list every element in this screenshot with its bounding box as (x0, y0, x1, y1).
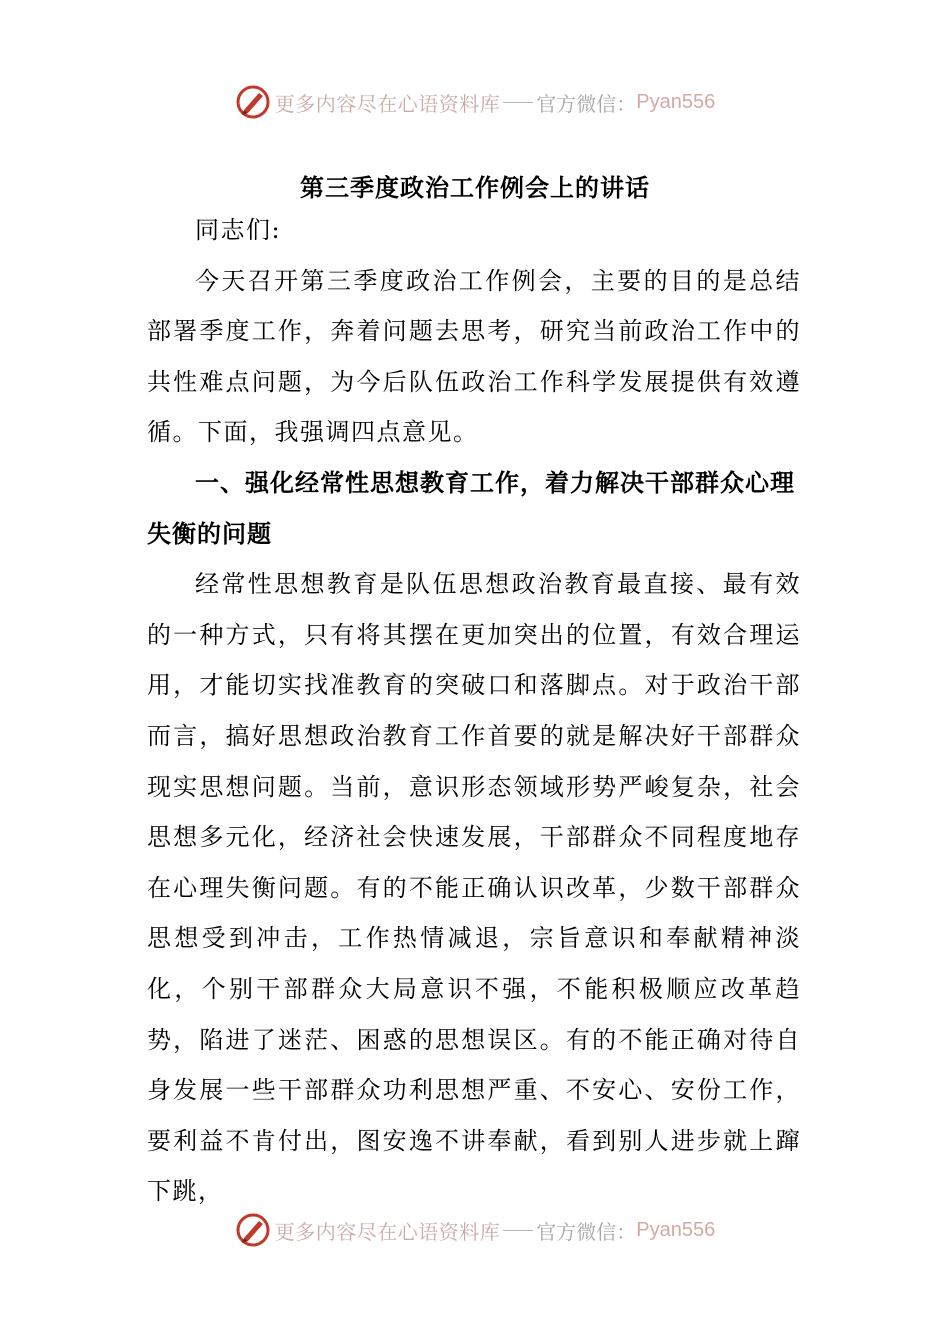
wechat-label: 官方微信： (536, 91, 637, 116)
pen-circle-logo-icon (235, 84, 271, 120)
section-1-paragraph: 经常性思想教育是队伍思想政治教育最直接、最有效的一种方式，只有将其摆在更加突出的位置，有效合理运用，才能切实找准教育的突破口和落脚点。对于政治干部而言，搞好思想政治教育工作首要的就是解决好干部群众现实思想问题。当前，意识形态领域形势严峻复杂，社会思想多元化，经济社会快速发展，干部群众不同程度地存在心理失衡问题。有的不能正确认识改革，少数干部群众思想受到冲击，工作热情减退，宗旨意识和奉献精神淡化，个别干部群众大局意识不强，不能积极顺应改革趋势，陷进了迷茫、困惑的思想误区。有的不能正确对待自身发展一些干部群众功利思想严重、不安心、安份工作，要利益不肯付出，图安逸不讲奉献，看到别人进步就上蹿下跳， (147, 570, 801, 1206)
banner-divider (503, 102, 533, 103)
intro-paragraph: 今天召开第三季度政治工作例会，主要的目的是总结部署季度工作，奔着问题去思考，研究当前政治工作中的共性难点问题，为今后队伍政治工作科学发展提供有效遵循。下面，我强调四点意见。 (147, 266, 801, 447)
wechat-id: Pyan556 (636, 90, 716, 113)
pen-circle-logo-icon (235, 1212, 271, 1248)
greeting: 同志们: (195, 216, 282, 244)
brand-text: 更多内容尽在心语资料库 (274, 1219, 501, 1244)
wechat-label: 官方微信： (536, 1219, 637, 1244)
document-body (147, 205, 801, 1217)
banner-divider (503, 1230, 533, 1231)
header-watermark-banner (0, 80, 950, 124)
section-heading-1: 一、强化经常性思想教育工作，着力解决干部群众心理失衡的问题 (147, 468, 795, 548)
footer-watermark-banner (0, 1208, 950, 1252)
document-title: 第三季度政治工作例会上的讲话 (300, 174, 650, 203)
brand-text: 更多内容尽在心语资料库 (274, 91, 501, 116)
wechat-id: Pyan556 (636, 1218, 716, 1241)
